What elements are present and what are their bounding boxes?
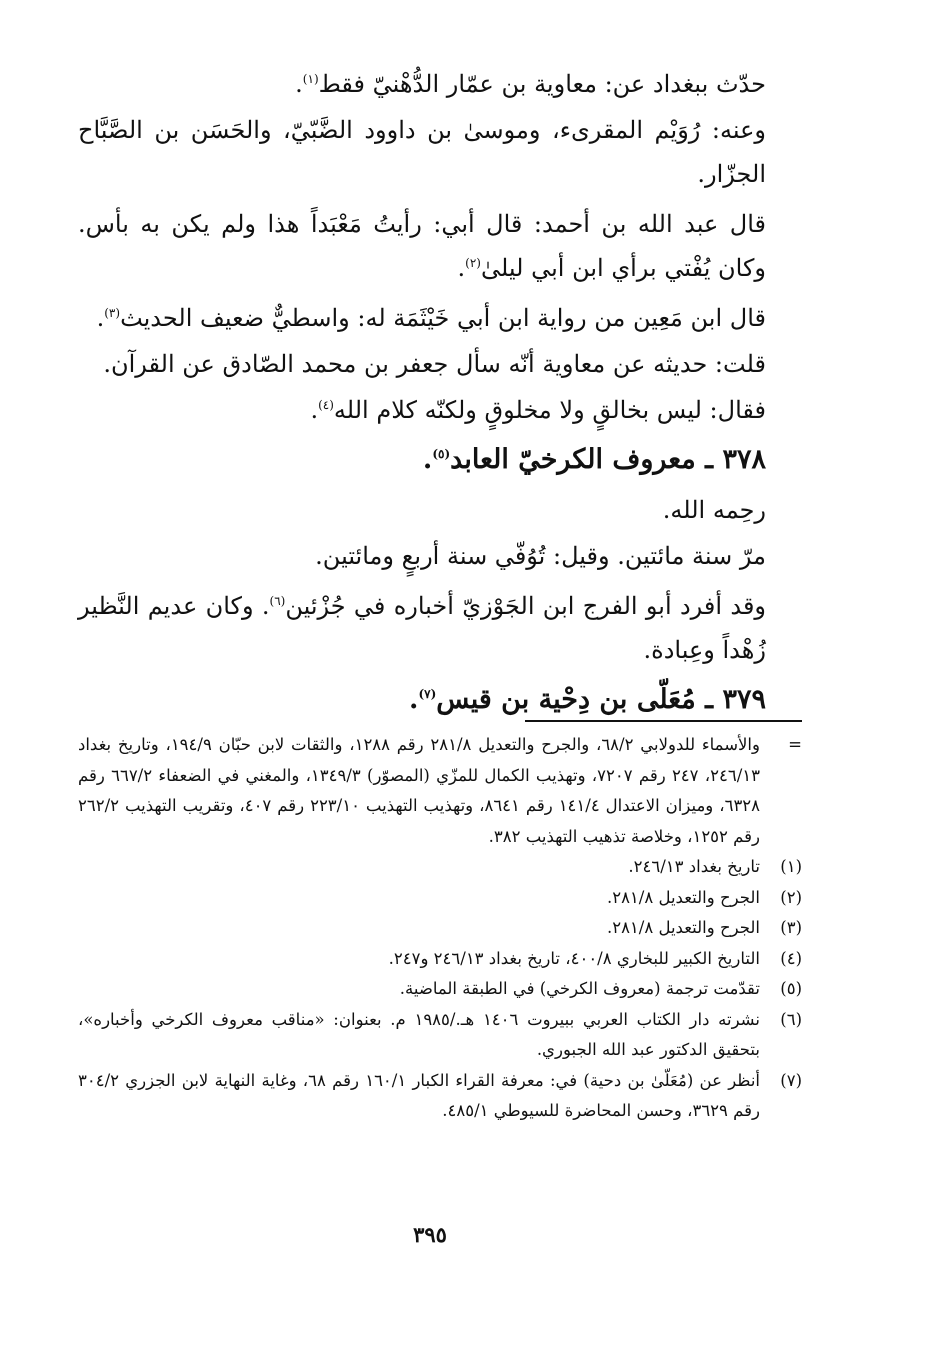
footnotes [78, 730, 808, 1127]
paragraph-6: فقال: ليس بخالقٍ ولا مخلوقٍ ولكنّه كلام الله$^{(٤)}$. [310, 396, 766, 424]
footnote-marker: (٧) [780, 1070, 802, 1090]
footnote-continuation [78, 730, 808, 852]
paragraph-3-text: قال عبد الله بن أحمد: قال أبي: رأيتُ مَعْبَداً هذا ولم يكن به بأس. وكان يُفْتي برأي ابن أبي ليلىٰ [78, 210, 766, 282]
footnote-marker: (٦) [780, 1009, 802, 1029]
footnote-text: تاريخ بغداد ٢٤٦/١٣. [628, 857, 760, 876]
entry-heading-379: ٣٧٩ ـ مُعَلّى بن دِحْية بن قيس$^{(٧)}$. [409, 684, 766, 715]
footnote-ref-5[interactable]: (٥) [432, 447, 451, 461]
entry-heading-379-text: ٣٧٩ ـ مُعَلّى بن دِحْية بن قيس [436, 684, 766, 715]
footnote-ref-7[interactable]: (٧) [418, 687, 437, 701]
footnote-5 [78, 974, 808, 1005]
footnote-text: أنظر عن (مُعَلّىٰ بن دحية) في: معرفة القراء الكبار ١٦٠/١ رقم ٦٨، وغاية النهاية لابن الجزري ٣٠٤/٢ رقم ٣٦٢٩، وحسن المحاضرة للسيوطي ٤٨٥/١. [78, 1070, 761, 1120]
footnote-marker: (١) [780, 857, 802, 876]
paragraph-1-text: حدّث ببغداد عن: معاوية بن عمّار الدُّهْنيّ فقط [318, 70, 766, 98]
paragraph-6-text: فقال: ليس بخالقٍ ولا مخلوقٍ ولكنّه كلام الله [333, 396, 766, 424]
footnote-text: الجرح والتعديل ٢٨١/٨. [606, 918, 760, 937]
page-number: ٣٩٥ [413, 1222, 447, 1247]
footnote-text: الجرح والتعديل ٢٨١/٨. [606, 887, 760, 907]
footnote-ref-4[interactable]: (٤) [318, 398, 334, 412]
footnote-ref-2[interactable]: (٢) [465, 256, 481, 270]
footnote-text: التاريخ الكبير للبخاري ٤٠٠/٨، تاريخ بغداد ٢٤٦/١٣ و٢٤٧. [388, 948, 760, 968]
footnote-text: والأسماء للدولابي ٦٨/٢، والجرح والتعديل ٢٨١/٨ رقم ١٢٨٨، والثقات لابن حبّان ١٩٤/٩، وتاريخ بغداد ٢٤٦/١٣، ٢٤٧ رقم ٧٢٠٧، وتهذيب الكمال للمزّي (المصوّر) ١٣٤٩/٣، والمغني في الضعفاء ٦٦٧/٢ رقم ٦٣٢٨، وميزان الاعتدال ١٤١/٤ رقم ٨٦٤١، وتهذيب التهذيب ٢٢٣/١٠ رقم ٤٠٧، وتقريب التهذيب ٢٦٢/٢ رقم ١٢٥٢، وخلاصة تذهيب التهذيب ٣٨٢. [78, 735, 761, 846]
footnote-text: نشرته دار الكتاب العربي ببيروت ١٤٠٦ هـ./١٩٨٥ م. بعنوان: «مناقب معروف الكرخي وأخباره»، بتحقيق الدكتور عبد الله الجبوري. [78, 1009, 760, 1059]
footnote-marker: (٢) [780, 887, 802, 907]
paragraph-1: حدّث ببغداد عن: معاوية بن عمّار الدُّهْنيّ فقط$^{(١)}$. [295, 70, 766, 98]
paragraph-8: مرّ سنة مائتين. وقيل: تُوُفّي سنة أربعٍ ومائتين. [315, 542, 766, 570]
footnote-7 [78, 1066, 808, 1127]
footnote-marker: (٥) [780, 979, 802, 998]
footnote-4 [78, 944, 808, 975]
footnote-3 [78, 913, 808, 944]
footnote-1 [78, 852, 808, 883]
paragraph-9-text-b: . وكان عديم النَّظير زُهْداً وعِبادة. [78, 592, 766, 664]
paragraph-2: وعنه: رُوَيْم المقرىء، وموسىٰ بن داوود الضَّبّيّ، والحَسَن بن الصَّبَّاح الجزّار. [78, 116, 766, 188]
footnote-ref-3[interactable]: (٣) [104, 306, 121, 320]
footnote-marker: = [788, 735, 802, 754]
footnote-ref-1[interactable]: (١) [302, 72, 319, 86]
footnote-marker: (٣) [780, 918, 802, 937]
footnote-6 [78, 1005, 808, 1066]
entry-heading-378: ٣٧٨ ـ معروف الكرخيّ العابد$^{(٥)}$. [422, 444, 766, 475]
entry-heading-378-text: ٣٧٨ ـ معروف الكرخيّ العابد [450, 444, 766, 475]
paragraph-9-text-a: وقد أفرد أبو الفرج ابن الجَوْزيّ أخباره في جُزْئين [285, 592, 767, 620]
paragraph-3: قال عبد الله بن أحمد: قال أبي: رأيتُ مَعْبَداً هذا ولم يكن به بأس. وكان يُفْتي برأي ابن أبي ليلىٰ$^{(٢)}$. [78, 210, 766, 282]
paragraph-4-text: قال ابن مَعِين من رواية ابن أبي خَيْثَمَة له: واسطيٌّ ضعيف الحديث [120, 304, 766, 332]
footnote-ref-6[interactable]: (٦) [269, 594, 286, 608]
footnote-text: تقدّمت ترجمة (معروف الكرخي) في الطبقة الماضية. [399, 979, 760, 998]
paragraph-7: رحِمه الله. [662, 496, 766, 524]
footnote-2 [78, 883, 808, 914]
paragraph-4: قال ابن مَعِين من رواية ابن أبي خَيْثَمَة له: واسطيٌّ ضعيف الحديث$^{(٣)}$. [96, 304, 766, 332]
main-text [78, 62, 808, 728]
footnote-marker: (٤) [780, 948, 802, 968]
footnote-divider [525, 720, 802, 722]
paragraph-9 [78, 584, 808, 672]
paragraph-5: قلت: حديثه عن معاوية أنّه سأل جعفر بن محمد الصّادق عن القرآن. [103, 350, 766, 378]
